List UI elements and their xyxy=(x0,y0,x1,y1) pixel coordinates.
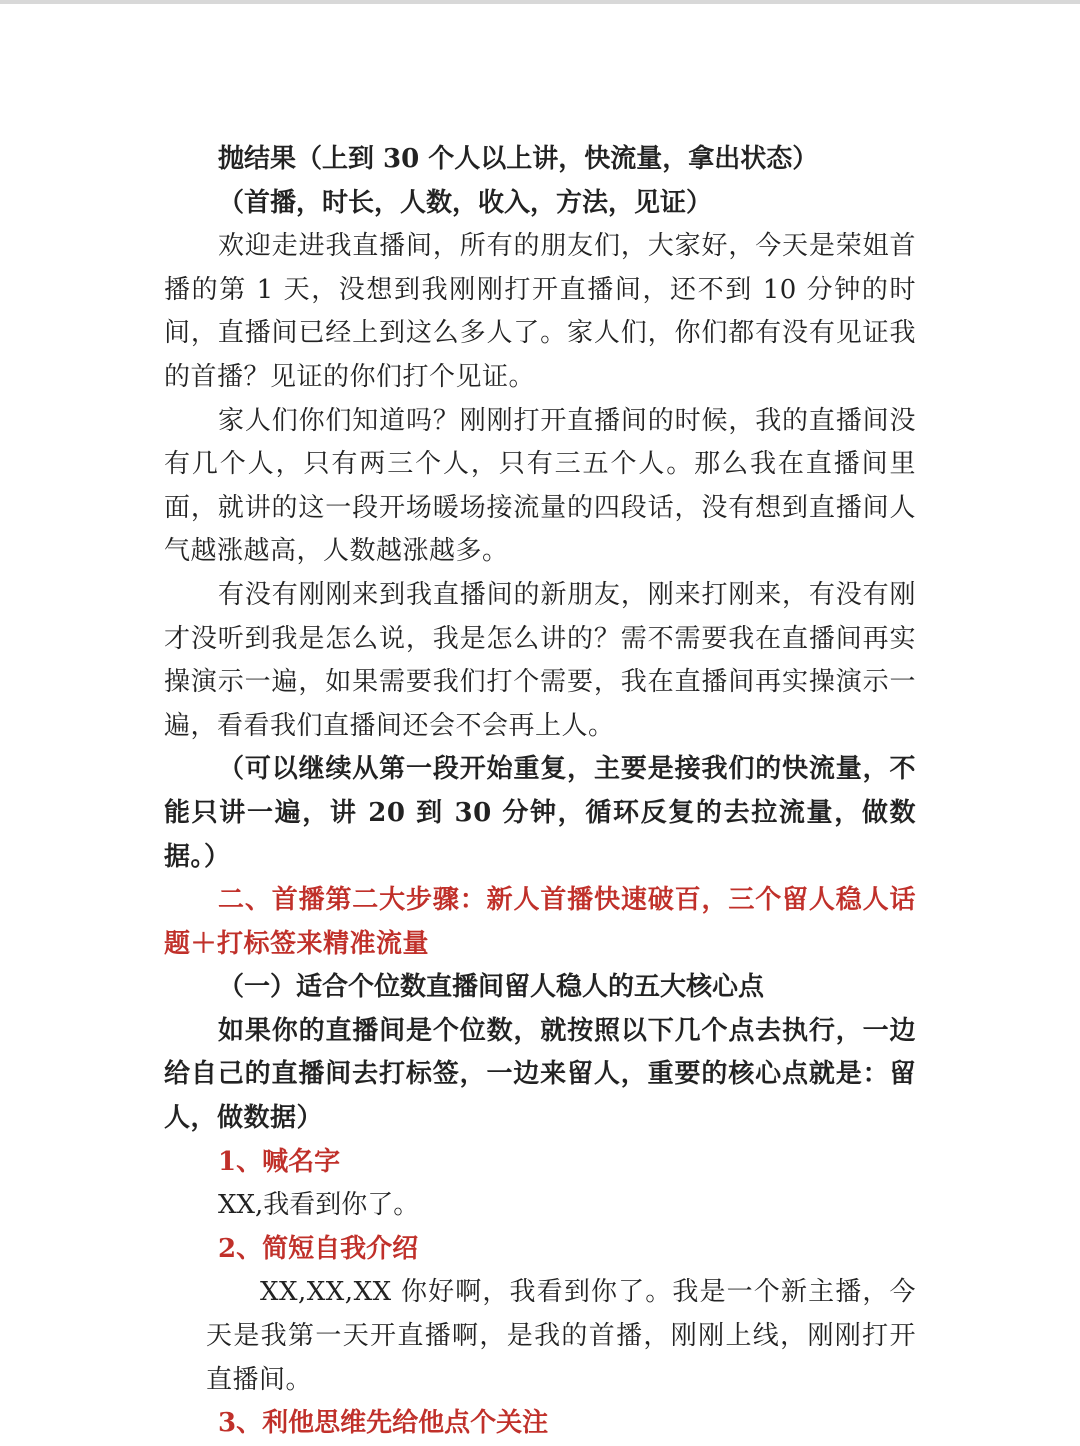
paragraph-note: （可以继续从第一段开始重复，主要是接我们的快流量，不能只讲一遍，讲 20 到 30 分钟，循环反复的去拉流量，做数据。） xyxy=(164,754,916,872)
section-2-title: 二、首播第二大步骤：新人首播快速破百，三个留人稳人话题＋打标签来精准流量 xyxy=(164,885,916,959)
point-3-title: 3、利他思维先给他点个关注 xyxy=(218,1408,549,1439)
heading-line-2: （首播，时长，人数，收入，方法，见证） xyxy=(218,187,713,218)
point-2-body xyxy=(164,1271,916,1402)
document-page xyxy=(164,138,916,1446)
point-1-title: 1、喊名字 xyxy=(218,1146,341,1177)
section-2-intro: 如果你的直播间是个位数，就按照以下几个点去执行，一边给自己的直播间去打标签，一边来留人，重要的核心点就是：留人，做数据） xyxy=(164,1015,916,1134)
top-divider xyxy=(0,0,1080,4)
point-2-title: 2、简短自我介绍 xyxy=(218,1233,419,1264)
point-2-text: XX,XX,XX 你好啊，我看到你了。我是一个新主播，今天是我第一天开直播啊，是我的首播，刚刚上线，刚刚打开直播间。 xyxy=(206,1277,916,1395)
paragraph-new-friends: 有没有刚刚来到我直播间的新朋友，刚来打刚来，有没有刚才没听到我是怎么说，我是怎么讲的？需不需要我在直播间再实操演示一遍，如果需要我们打个需要，我在直播间再实操演示一遍，看看我们直播间还会不会再上人。 xyxy=(164,579,916,741)
heading-line-1: 抛结果（上到 30 个人以上讲，快流量，拿出状态） xyxy=(218,144,819,174)
paragraph-family: 家人们你们知道吗？刚刚打开直播间的时候，我的直播间没有几个人，只有两三个人，只有三五个人。那么我在直播间里面，就讲的这一段开场暖场接流量的四段话，没有想到直播间人气越涨越高，人数越涨越多。 xyxy=(164,405,916,567)
point-1-text: XX,我看到你了。 xyxy=(218,1190,420,1221)
section-2-subtitle: （一）适合个位数直播间留人稳人的五大核心点 xyxy=(218,972,765,1003)
paragraph-welcome: 欢迎走进我直播间，所有的朋友们，大家好，今天是荣姐首播的第 1 天，没想到我刚刚打开直播间，还不到 10 分钟的时间，直播间已经上到这么多人了。家人们，你们都有没有见证我的首播？见证的你们打个见证。 xyxy=(164,231,916,392)
